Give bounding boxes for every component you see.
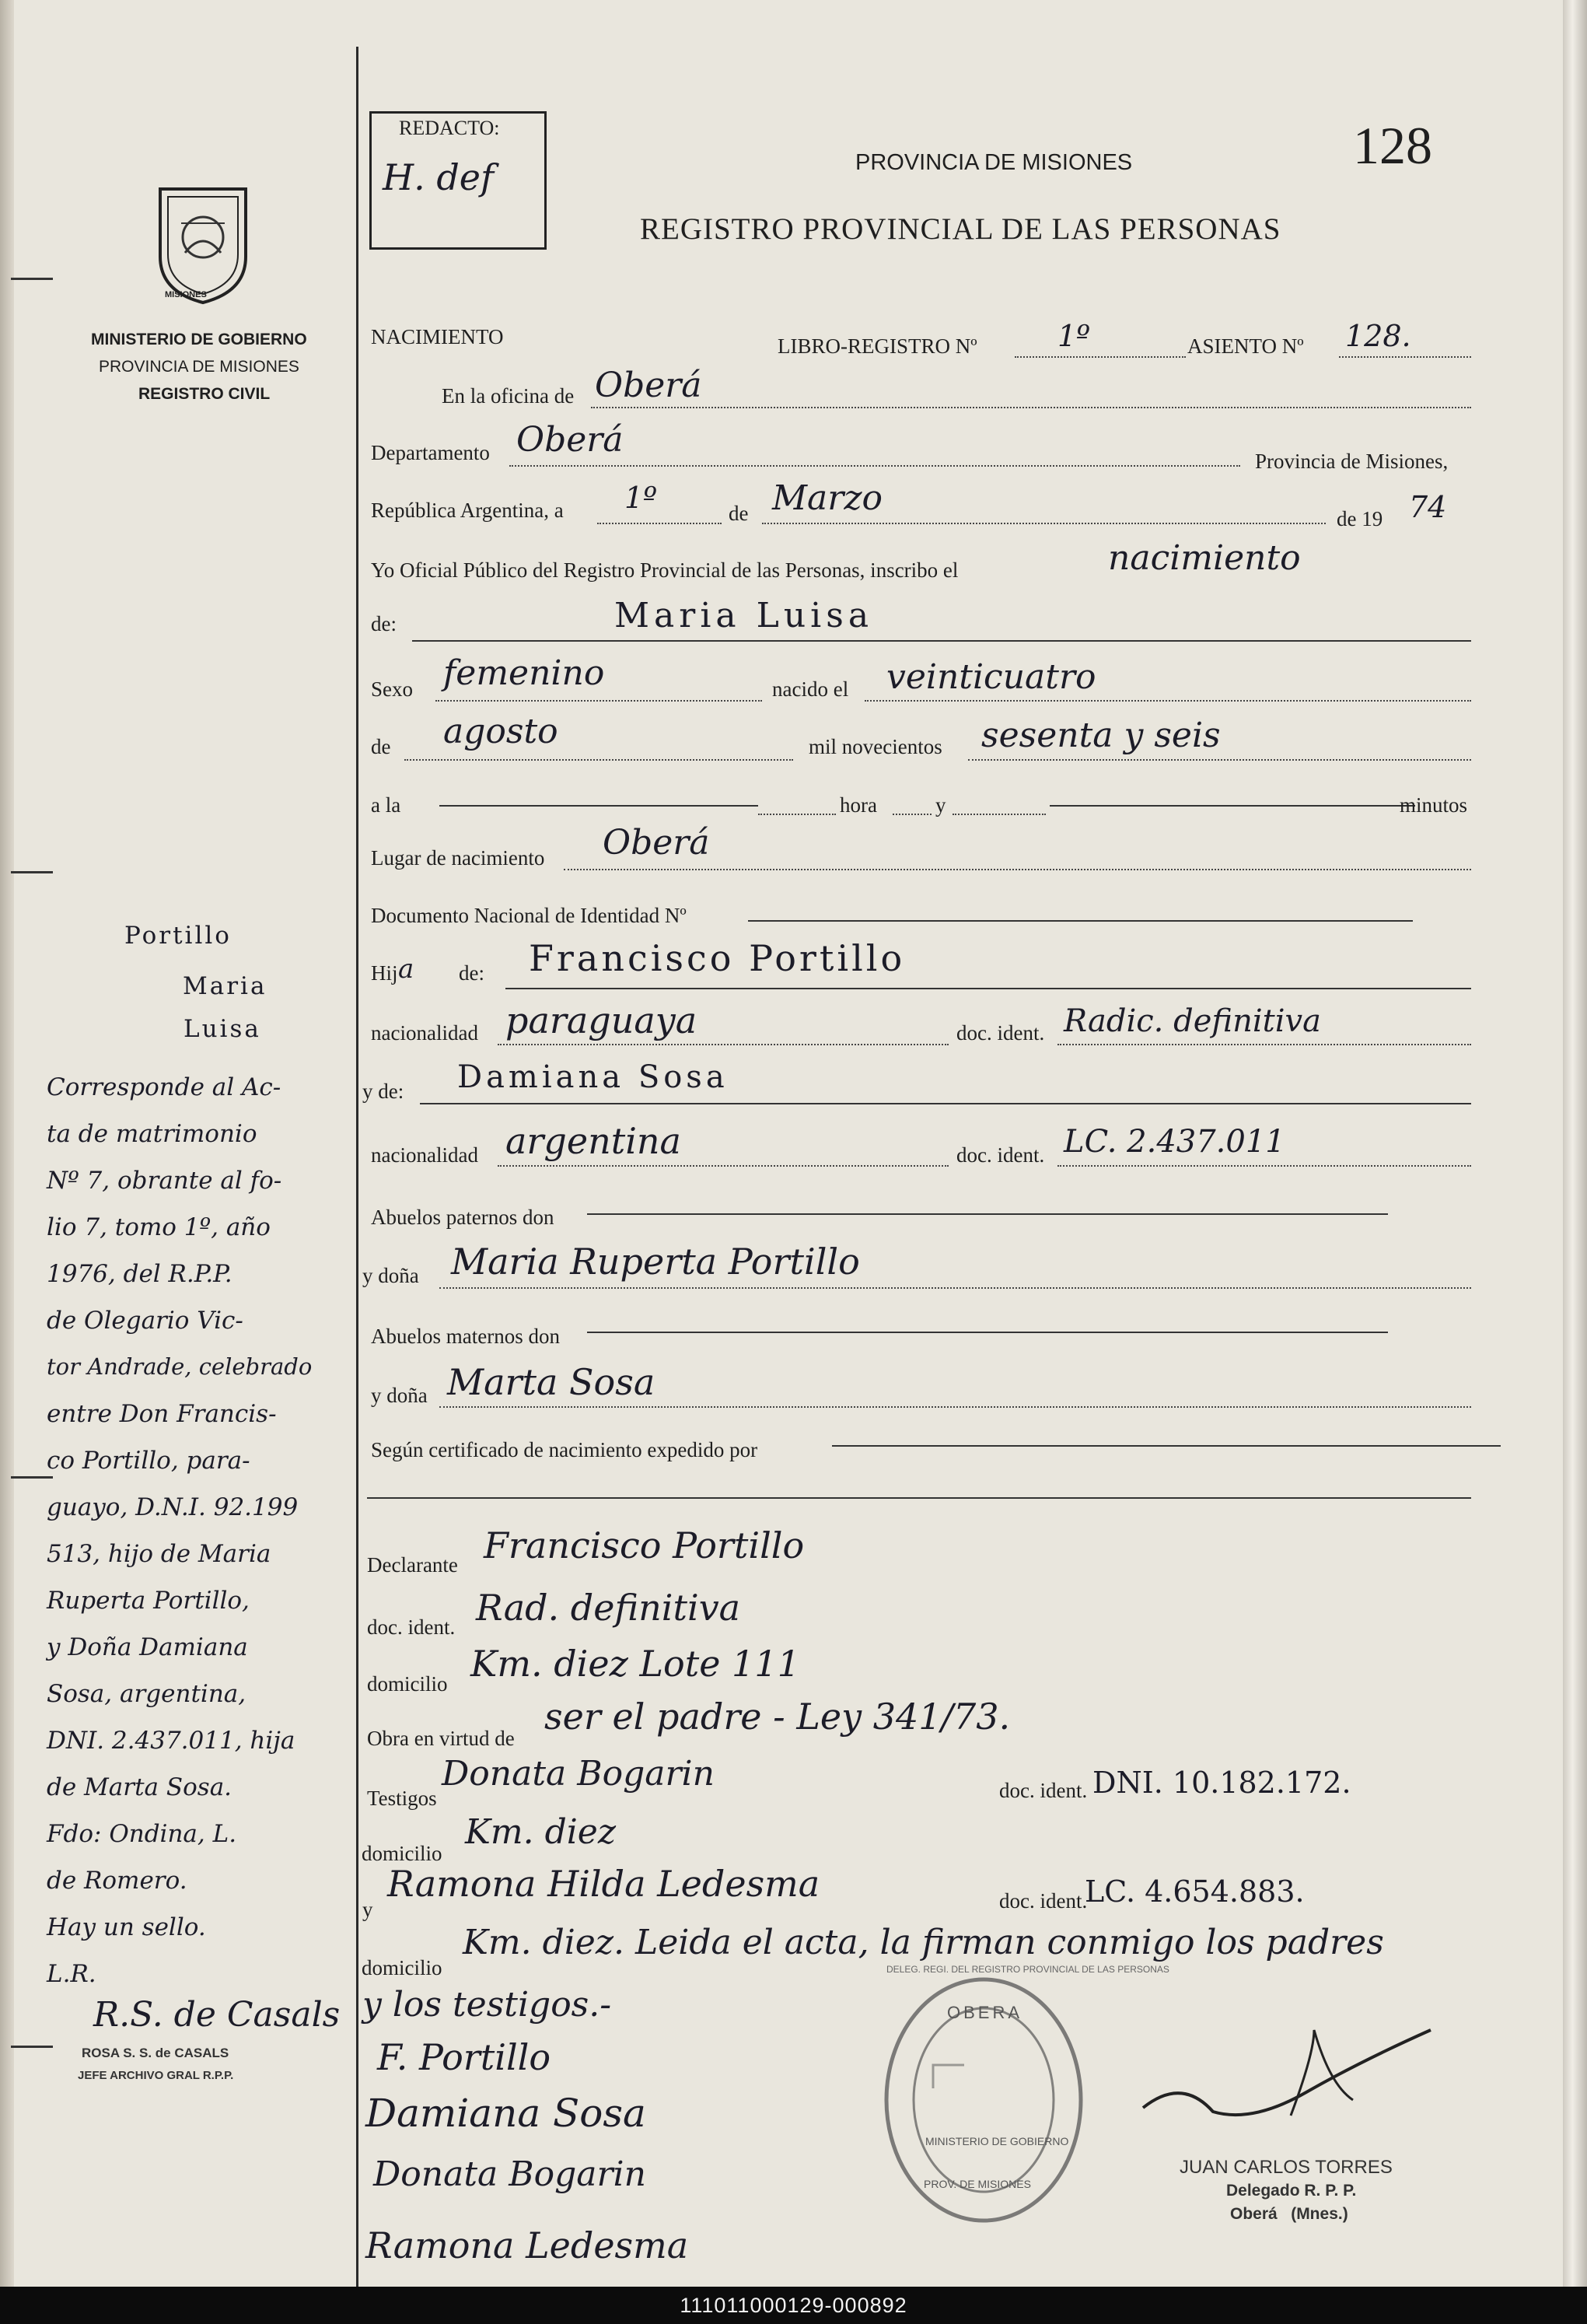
- margin-note-line: de Olegario Vic-: [47, 1307, 243, 1335]
- asiento-label: ASIENTO Nº: [1187, 334, 1304, 358]
- margin-note-line: Ruperta Portillo,: [47, 1587, 250, 1615]
- y-label: y: [362, 1898, 373, 1921]
- margin-note-line: ta de matrimonio: [47, 1120, 257, 1148]
- margin-signature: R.S. de Casals: [93, 1995, 341, 2035]
- margin-stamp-line: JEFE ARCHIVO GRAL R.P.P.: [78, 2069, 234, 2082]
- margin-note-line: Hay un sello.: [47, 1913, 206, 1941]
- nacido-value: veinticuatro: [886, 657, 1096, 697]
- oficina-value: Oberá: [595, 366, 702, 405]
- asiento-value: 128.: [1345, 319, 1411, 353]
- nombre-value: Maria Luisa: [614, 596, 874, 635]
- declarante-dom-value: Km. diez Lote 111: [470, 1643, 800, 1685]
- oval-stamp-city: OBERA: [947, 2003, 1023, 2022]
- declarante-doc-value: Rad. definitiva: [476, 1587, 741, 1629]
- margin-note-line: Sosa, argentina,: [47, 1680, 246, 1708]
- signature-madre: Damiana Sosa: [365, 2091, 646, 2136]
- binding-ring: [11, 1476, 53, 1479]
- margin-note-line: co Portillo, para-: [47, 1447, 250, 1475]
- oval-stamp-inner: MINISTERIO DE GOBIERNO: [925, 2135, 1069, 2147]
- minutos-label: minutos: [1400, 793, 1468, 817]
- official-name: JUAN CARLOS TORRES: [1180, 2157, 1393, 2178]
- testigo1-doc-value: DNI. 10.182.172.: [1092, 1766, 1351, 1800]
- hijo-label: Hij: [371, 961, 398, 985]
- redacto-box: [369, 111, 547, 250]
- province-heading: PROVINCIA DE MISIONES: [855, 150, 1133, 175]
- domicilio-label: domicilio: [362, 1956, 442, 1979]
- nacido-label: nacido el: [772, 677, 849, 701]
- margin-note-line: DNI. 2.437.011, hija: [47, 1727, 295, 1755]
- de-label: de: [729, 502, 749, 525]
- binding-ring: [11, 278, 53, 280]
- binding-ring: [11, 871, 53, 873]
- abuela-paterna-value: Maria Ruperta Portillo: [451, 1241, 860, 1283]
- y-label: y: [935, 793, 946, 817]
- margin-note-line: entre Don Francis-: [47, 1400, 277, 1428]
- nacido-mes-value: agosto: [443, 712, 558, 751]
- padre-nac-value: paraguaya: [505, 999, 697, 1041]
- doc-ident-label: doc. ident.: [367, 1615, 456, 1639]
- libro-label: LIBRO-REGISTRO Nº: [778, 334, 977, 358]
- de-colon-label: de:: [371, 612, 397, 635]
- libro-value: 1º: [1057, 319, 1091, 353]
- anio-label: de 19: [1337, 507, 1383, 530]
- margin-note-line: y Doña Damiana: [47, 1633, 248, 1661]
- madre-nac-value: argentina: [505, 1120, 681, 1162]
- testigos-label: Testigos: [367, 1787, 437, 1810]
- margin-note-line: de Marta Sosa.: [47, 1773, 232, 1801]
- y-de-label: y de:: [362, 1080, 404, 1103]
- oval-stamp-ring-text: DELEG. REGI. DEL REGISTRO PROVINCIAL DE LAS PERSONAS: [886, 1964, 1169, 1975]
- obra-label: Obra en virtud de: [367, 1727, 515, 1750]
- redacto-value: H. def: [383, 156, 495, 198]
- hora-label: hora: [840, 793, 877, 817]
- margin-stamp-line: ROSA S. S. de CASALS: [82, 2046, 229, 2060]
- republica-label: República Argentina, a: [371, 499, 564, 522]
- testigo2-doc-value: LC. 4.654.883.: [1085, 1874, 1305, 1909]
- hijo-de-label: de:: [459, 961, 484, 985]
- redacto-label: REDACTO:: [399, 117, 500, 139]
- doc-ident-label: doc. ident.: [999, 1889, 1088, 1913]
- testigo1-dom-value: Km. diez: [465, 1812, 617, 1852]
- margin-note-line: Fdo: Ondina, L.: [47, 1820, 237, 1848]
- oficina-label: En la oficina de: [442, 384, 575, 408]
- mil-label: mil novecientos: [809, 735, 942, 758]
- madre-value: Damiana Sosa: [457, 1059, 729, 1095]
- sexo-label: Sexo: [371, 677, 413, 701]
- obra-value: ser el padre - Ley 341/73.: [544, 1696, 1011, 1738]
- binding-ring: [11, 2046, 53, 2048]
- margin-note-line: Luisa: [184, 1015, 261, 1043]
- dni-label: Documento Nacional de Identidad Nº: [371, 904, 687, 927]
- testigo2-value: Ramona Hilda Ledesma: [387, 1863, 820, 1905]
- abuelos-paternos-label: Abuelos paternos don: [371, 1206, 554, 1229]
- yo-oficial-text: Yo Oficial Público del Registro Provincial de las Personas, inscribo el: [371, 558, 959, 582]
- margin-note-line: tor Andrade, celebrado: [47, 1353, 313, 1380]
- declarante-label: Declarante: [367, 1553, 458, 1577]
- margin-note-line: Nº 7, obrante al fo-: [47, 1167, 282, 1195]
- page-edge: [1563, 0, 1587, 2287]
- departamento-value: Oberá: [516, 420, 624, 460]
- margin-note-line: L.R.: [47, 1960, 96, 1988]
- padre-doc-value: Radic. definitiva: [1064, 1003, 1321, 1039]
- hijo-suffix: a: [398, 954, 414, 985]
- seal-emblem-text: MISIONES: [165, 290, 207, 299]
- cierre-value: y los testigos.-: [362, 1985, 612, 2025]
- a-la-label: a la: [371, 793, 401, 817]
- madre-doc-value: LC. 2.437.011: [1064, 1124, 1285, 1160]
- margin-note-line: 513, hijo de Maria: [47, 1540, 271, 1568]
- domicilio-label: domicilio: [367, 1672, 448, 1696]
- y-dona-label: y doña: [371, 1384, 428, 1407]
- doc-ident-label: doc. ident.: [999, 1779, 1088, 1802]
- testigo1-value: Donata Bogarin: [442, 1754, 715, 1794]
- province-line: PROVINCIA DE MISIONES: [99, 358, 299, 376]
- nacionalidad-label: nacionalidad: [371, 1143, 478, 1167]
- margin-rule: [356, 47, 358, 2287]
- margin-note-line: Corresponde al Ac-: [47, 1073, 281, 1101]
- margin-note-line: 1976, del R.P.P.: [47, 1260, 232, 1288]
- doc-ident-label: doc. ident.: [956, 1021, 1045, 1045]
- official-title: Delegado R. P. P.: [1226, 2182, 1357, 2200]
- de-mes-label: de: [371, 735, 391, 758]
- margin-note-line: Maria: [183, 972, 267, 1000]
- registry-title: REGISTRO PROVINCIAL DE LAS PERSONAS: [640, 212, 1281, 246]
- page-number: 128: [1353, 116, 1432, 175]
- registry-line: REGISTRO CIVIL: [138, 385, 271, 403]
- abuela-materna-value: Marta Sosa: [447, 1361, 655, 1403]
- margin-note-line: Portillo: [124, 922, 232, 950]
- binding-spine: [0, 0, 14, 2287]
- oval-stamp-bottom: PROV. DE MISIONES: [924, 2178, 1031, 2190]
- y-dona-label: y doña: [362, 1264, 419, 1287]
- lugar-label: Lugar de nacimiento: [371, 846, 545, 870]
- inscribo-value: nacimiento: [1108, 538, 1301, 578]
- lugar-value: Oberá: [603, 823, 710, 863]
- testigo2-dom-value: Km. diez. Leida el acta, la firman conmigo los padres: [463, 1923, 1384, 1962]
- anio-value: 74: [1409, 490, 1447, 524]
- nacionalidad-label: nacionalidad: [371, 1021, 478, 1045]
- signature-padre: F. Portillo: [377, 2036, 551, 2078]
- official-place: Oberá (Mnes.): [1230, 2205, 1348, 2223]
- coat-of-arms-seal: [154, 183, 252, 306]
- mes-value: Marzo: [772, 478, 883, 518]
- margin-note-line: de Romero.: [47, 1867, 187, 1895]
- official-signature: [1135, 2014, 1446, 2139]
- sexo-value: femenino: [443, 653, 605, 693]
- certificado-label: Según certificado de nacimiento expedido por: [371, 1438, 758, 1461]
- mil-value: sesenta y seis: [981, 716, 1221, 755]
- departamento-label: Departamento: [371, 441, 490, 464]
- padre-value: Francisco Portillo: [529, 937, 906, 979]
- dia-value: 1º: [624, 481, 658, 515]
- nacimiento-label: NACIMIENTO: [371, 325, 504, 348]
- margin-note-line: lio 7, tomo 1º, año: [47, 1213, 271, 1241]
- abuelos-maternos-label: Abuelos maternos don: [371, 1325, 560, 1348]
- document-id-footer: 111011000129-000892: [0, 2287, 1587, 2324]
- ministry-line: MINISTERIO DE GOBIERNO: [91, 331, 307, 348]
- margin-note-line: guayo, D.N.I. 92.199: [47, 1493, 299, 1521]
- declarante-value: Francisco Portillo: [484, 1524, 805, 1566]
- provincia-suffix: Provincia de Misiones,: [1255, 450, 1449, 473]
- signature-testigo2: Ramona Ledesma: [365, 2224, 689, 2266]
- doc-ident-label: doc. ident.: [956, 1143, 1045, 1167]
- signature-testigo1: Donata Bogarin: [373, 2154, 646, 2194]
- domicilio-label: domicilio: [362, 1842, 442, 1865]
